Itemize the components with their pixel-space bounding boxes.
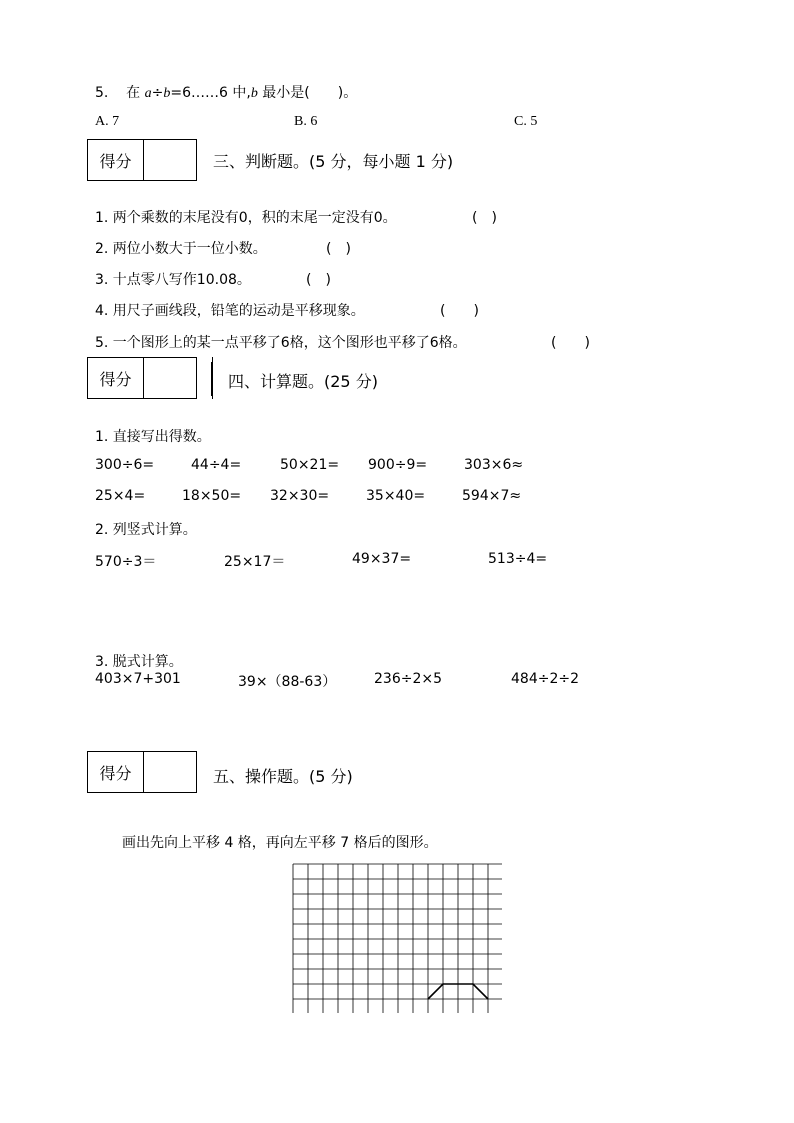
calc-r2-2: 18×50= xyxy=(182,488,242,504)
calc-r4-3: 236÷2×5 xyxy=(374,671,442,687)
score-box-section4 xyxy=(87,357,197,399)
judge-bracket-2[interactable]: ( ) xyxy=(326,241,351,257)
calc-r3-3: 49×37= xyxy=(352,551,412,567)
calc-r3-4: 513÷4= xyxy=(488,551,548,567)
judge-bracket-1[interactable]: ( ) xyxy=(472,210,497,226)
calc-sub2: 2. 列竖式计算。 xyxy=(95,522,197,538)
section3-heading: 三、判断题。(5 分，每小题 1 分) xyxy=(213,152,454,171)
calc-sub1: 1. 直接写出得数。 xyxy=(95,429,211,445)
calc-r3-1: 570÷3＝ xyxy=(95,554,157,570)
score-input[interactable] xyxy=(144,358,196,398)
calc-r1-2: 44÷4= xyxy=(191,457,242,473)
option-c: C. 5 xyxy=(514,114,538,129)
q5-question: 5. 在 a÷b=6……6 中,b 最小是( )。 xyxy=(95,85,358,101)
box-right-border xyxy=(212,357,213,399)
calc-r1-1: 300÷6= xyxy=(95,457,155,473)
score-input[interactable] xyxy=(144,752,196,792)
translation-grid[interactable] xyxy=(292,863,502,1017)
judge-bracket-3[interactable]: ( ) xyxy=(306,272,331,288)
judge-bracket-5[interactable]: ( ) xyxy=(551,335,590,351)
grid-svg[interactable] xyxy=(292,863,502,1013)
option-b: B. 6 xyxy=(294,114,318,129)
calc-r2-5: 594×7≈ xyxy=(462,488,522,504)
calc-r4-2: 39×（88-63） xyxy=(238,674,337,690)
score-input[interactable] xyxy=(144,140,196,180)
judge-item-2: 2. 两位小数大于一位小数。 xyxy=(95,241,267,257)
score-label: 得分 xyxy=(88,358,144,398)
calc-sub3: 3. 脱式计算。 xyxy=(95,654,183,670)
score-box-section3 xyxy=(87,139,197,181)
judge-item-3: 3. 十点零八写作10.08。 xyxy=(95,272,251,288)
judge-item-4: 4. 用尺子画线段，铅笔的运动是平移现象。 xyxy=(95,303,365,319)
calc-r2-4: 35×40= xyxy=(366,488,426,504)
judge-item-1: 1. 两个乘数的末尾没有0，积的末尾一定没有0。 xyxy=(95,210,397,226)
calc-r2-3: 32×30= xyxy=(270,488,330,504)
calc-r4-1: 403×7+301 xyxy=(95,671,181,687)
calc-r3-2: 25×17＝ xyxy=(224,554,286,570)
score-box-section5 xyxy=(87,751,197,793)
calc-r1-5: 303×6≈ xyxy=(464,457,524,473)
operation-instruction: 画出先向上平移 4 格，再向左平移 7 格后的图形。 xyxy=(122,835,438,851)
option-a: A. 7 xyxy=(95,114,120,129)
score-label: 得分 xyxy=(88,140,144,180)
calc-r1-4: 900÷9= xyxy=(368,457,428,473)
judge-item-5: 5. 一个图形上的某一点平移了6格，这个图形也平移了6格。 xyxy=(95,335,467,351)
section5-heading: 五、操作题。(5 分) xyxy=(213,767,353,786)
calc-r1-3: 50×21= xyxy=(280,457,340,473)
calc-r2-1: 25×4= xyxy=(95,488,146,504)
section4-heading: 四、计算题。(25 分) xyxy=(228,372,378,391)
judge-bracket-4[interactable]: ( ) xyxy=(440,303,479,319)
calc-r4-4: 484÷2÷2 xyxy=(511,671,579,687)
score-label: 得分 xyxy=(88,752,144,792)
